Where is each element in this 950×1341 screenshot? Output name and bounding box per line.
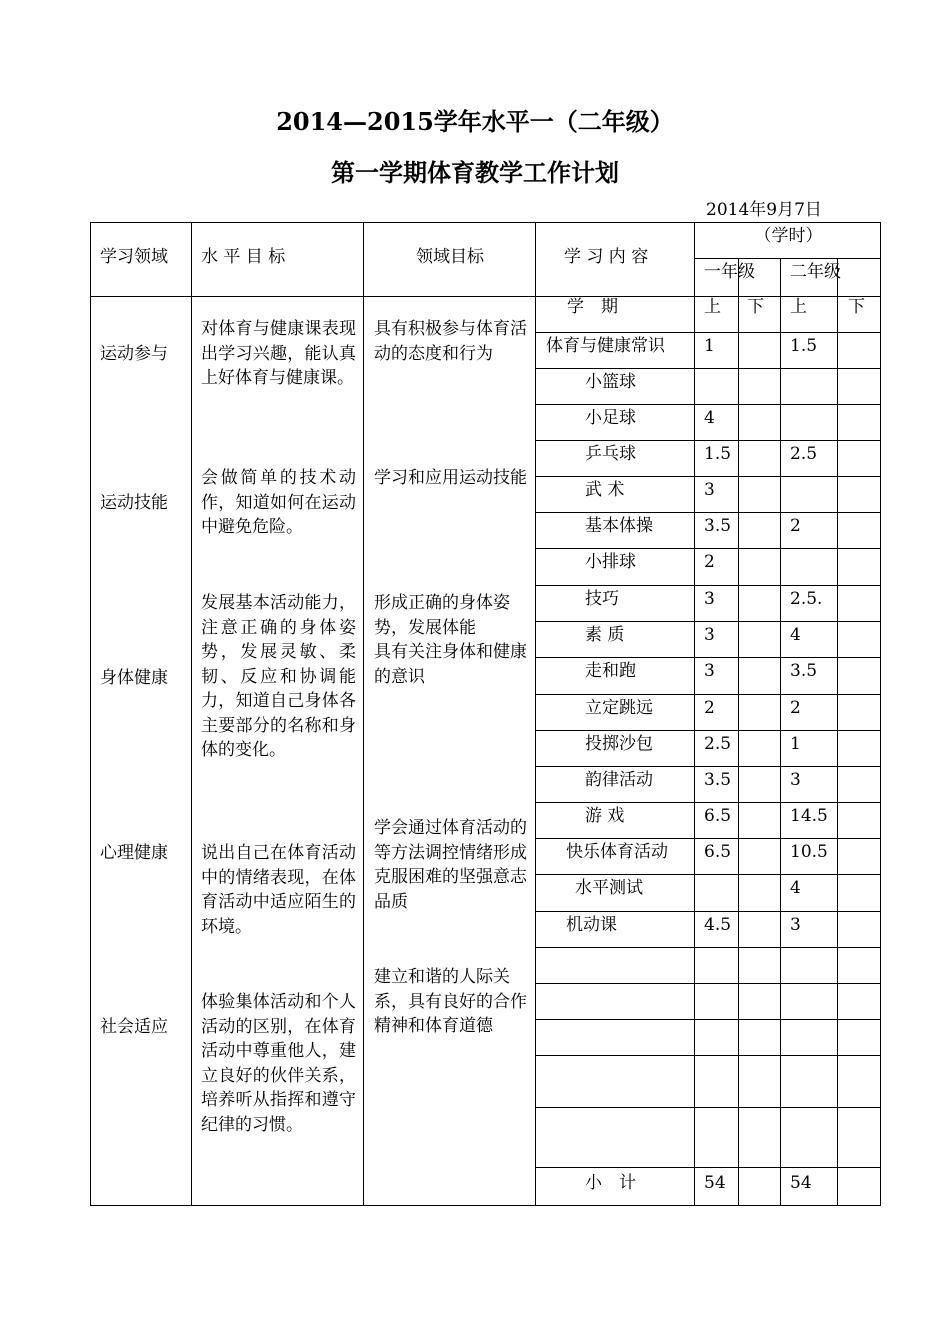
domain-goal-text: 具有积极参与体育活动的态度和行为 — [374, 319, 527, 364]
row-divider — [535, 802, 881, 803]
hours-g1-up: 2.5 — [704, 734, 732, 754]
hours-g2-up: 2 — [790, 516, 801, 536]
content-item: 快乐体育活动 — [566, 842, 668, 862]
row-divider — [535, 585, 881, 586]
hours-g2-up: 4 — [790, 625, 801, 645]
level-goal-text: 体验集体活动和个人活动的区别，在体育活动中尊重他人，建立良好的伙伴关系，培养听从指挥和遵守纪律的习惯。 — [201, 992, 356, 1135]
level-goal-text: 说出自己在体育活动中的情绪表现，在体育活动中适应陌生的环境。 — [201, 843, 356, 937]
hours-g1-up: 6.5 — [704, 806, 732, 826]
hours-g1-up: 3 — [704, 480, 715, 500]
row-divider — [535, 730, 881, 731]
header-domain-goal: 领域目标 — [416, 247, 484, 267]
row-divider — [535, 548, 881, 549]
hours-g1-up: 6.5 — [704, 842, 732, 862]
row-divider — [535, 332, 881, 333]
hours-g1-up: 3.5 — [704, 770, 732, 790]
content-item: 乒乓球 — [585, 444, 636, 464]
row-divider — [535, 874, 881, 875]
hours-g2-up: 2.5 — [790, 444, 818, 464]
content-item: 韵律活动 — [585, 770, 653, 790]
hours-g2-up: 3 — [790, 770, 801, 790]
learning-area-name: 身体健康 — [100, 668, 168, 688]
row-divider — [535, 440, 881, 441]
level-goal-text: 会做简单的技术动作，知道如何在运动中避免危险。 — [201, 468, 356, 537]
row-divider — [694, 258, 881, 259]
learning-area-name: 心理健康 — [100, 843, 168, 863]
column-divider — [738, 258, 739, 1206]
header-learning-area: 学习领域 — [100, 247, 168, 267]
content-item: 体育与健康常识 — [546, 336, 665, 356]
hours-g1-up: 3 — [704, 625, 715, 645]
column-divider — [191, 222, 192, 1206]
row-divider — [535, 911, 881, 912]
subtotal-label: 小 计 — [585, 1173, 636, 1193]
content-item: 机动课 — [566, 915, 617, 935]
content-item: 走和跑 — [585, 661, 636, 681]
hours-g1-up: 2 — [704, 552, 715, 572]
content-item: 小排球 — [585, 552, 636, 572]
row-divider — [535, 838, 881, 839]
document-subtitle: 第一学期体育教学工作计划 — [331, 158, 619, 187]
header-hours: （学时） — [754, 226, 823, 246]
plan-table — [90, 222, 881, 1206]
hours-g2-up: 4 — [790, 878, 801, 898]
domain-goal-text: 学习和应用运动技能 — [374, 468, 527, 488]
content-item: 游 戏 — [585, 806, 625, 826]
content-item: 素 质 — [585, 625, 625, 645]
content-item: 投掷沙包 — [585, 734, 653, 754]
column-divider — [837, 258, 838, 1206]
row-divider — [535, 1107, 881, 1108]
header-grade-1: 一年级 — [704, 262, 755, 282]
row-divider — [535, 476, 881, 477]
content-item: 技巧 — [585, 589, 619, 609]
subtotal-g2-up: 54 — [790, 1173, 812, 1193]
level-goal-text: 发展基本活动能力，注意正确的身体姿势，发展灵敏、柔韧、反应和协调能力，知道自己身体各主要部分的名称和身体的变化。 — [201, 593, 356, 760]
hours-g2-up: 14.5 — [790, 806, 828, 826]
learning-area-name: 运动技能 — [100, 493, 168, 513]
column-divider — [363, 222, 364, 1206]
document-date: 2014年9月7日 — [706, 200, 822, 220]
column-divider — [780, 258, 781, 1206]
row-divider — [535, 947, 881, 948]
document-title: 2014—2015学年水平一（二年级） — [276, 107, 674, 136]
row-divider — [535, 766, 881, 767]
learning-area-name: 运动参与 — [100, 344, 168, 364]
content-item: 小篮球 — [585, 372, 636, 392]
hours-g1-up: 1 — [704, 336, 715, 356]
row-divider — [535, 512, 881, 513]
domain-goal-text: 学会通过体育活动的等方法调控情绪形成克服困难的坚强意志品质 — [374, 818, 527, 912]
hours-g2-up: 1 — [790, 734, 801, 754]
domain-goal-text: 形成正确的身体姿势，发展体能 具有关注身体和健康的意识 — [374, 593, 527, 687]
content-item: 小足球 — [585, 408, 636, 428]
hours-g2-up: 2.5. — [790, 589, 823, 609]
hours-g2-up: 10.5 — [790, 842, 828, 862]
semester-g1-down: 下 — [747, 297, 764, 317]
content-item: 立定跳远 — [585, 698, 653, 718]
row-divider — [535, 621, 881, 622]
row-divider — [535, 657, 881, 658]
header-grade-2: 二年级 — [790, 262, 841, 282]
hours-g1-up: 4.5 — [704, 915, 732, 935]
hours-g1-up: 2 — [704, 698, 715, 718]
hours-g1-up: 3 — [704, 661, 715, 681]
hours-g2-up: 3 — [790, 915, 801, 935]
semester-g2-down: 下 — [848, 297, 865, 317]
subtotal-g1-up: 54 — [704, 1173, 726, 1193]
hours-g2-up: 3.5 — [790, 661, 818, 681]
learning-area-name: 社会适应 — [100, 1017, 168, 1037]
hours-g1-up: 3 — [704, 589, 715, 609]
hours-g1-up: 1.5 — [704, 444, 732, 464]
row-divider — [535, 983, 881, 984]
domain-goal-text: 建立和谐的人际关系，具有良好的合作精神和体育道德 — [374, 967, 527, 1036]
row-divider — [535, 1019, 881, 1020]
hours-g1-up: 4 — [704, 408, 715, 428]
row-divider — [535, 694, 881, 695]
semester-g1-up: 上 — [704, 297, 721, 317]
header-level-goal: 水 平 目 标 — [201, 247, 286, 267]
content-item: 水平测试 — [575, 878, 643, 898]
semester-label: 学 期 — [567, 297, 618, 317]
hours-g1-up: 3.5 — [704, 516, 732, 536]
hours-g2-up: 2 — [790, 698, 801, 718]
hours-g2-up: 1.5 — [790, 336, 818, 356]
semester-g2-up: 上 — [790, 297, 807, 317]
row-divider — [535, 368, 881, 369]
column-divider — [535, 222, 536, 1206]
content-item: 武 术 — [585, 480, 625, 500]
row-divider — [535, 404, 881, 405]
row-divider — [535, 1167, 881, 1168]
row-divider — [535, 1055, 881, 1056]
level-goal-text: 对体育与健康课表现出学习兴趣，能认真上好体育与健康课。 — [201, 319, 356, 388]
header-learning-content: 学 习 内 容 — [564, 247, 649, 267]
content-item: 基本体操 — [585, 516, 653, 536]
